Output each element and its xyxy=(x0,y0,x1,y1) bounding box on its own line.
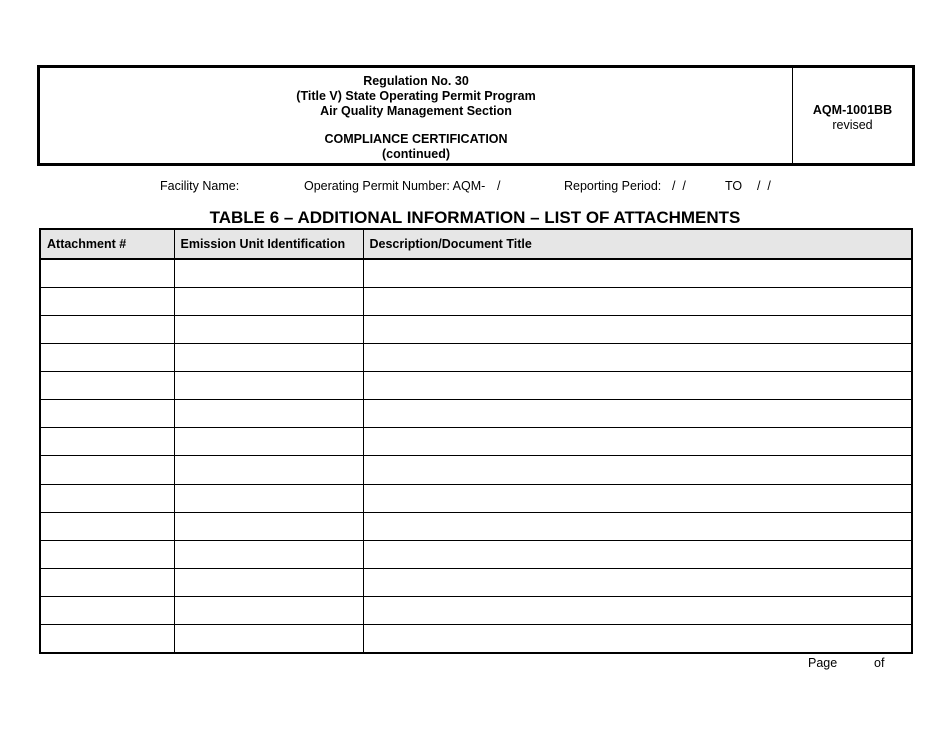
table-row xyxy=(40,540,912,568)
table-header-row xyxy=(40,229,912,259)
attachment-number-cell[interactable] xyxy=(40,288,174,316)
attachments-table xyxy=(39,228,913,654)
emission-unit-cell[interactable] xyxy=(174,259,363,288)
emission-unit-cell[interactable] xyxy=(174,484,363,512)
header-code-block xyxy=(793,68,912,163)
reporting-period-to-label: TO xyxy=(725,179,743,193)
emission-unit-cell[interactable] xyxy=(174,568,363,596)
emission-unit-cell[interactable] xyxy=(174,624,363,653)
table-row xyxy=(40,316,912,344)
table-row xyxy=(40,512,912,540)
form-header xyxy=(37,65,915,166)
attachment-number-cell[interactable] xyxy=(40,456,174,484)
attachment-number-cell[interactable] xyxy=(40,400,174,428)
permit-number-separator: / xyxy=(497,179,501,193)
emission-unit-cell[interactable] xyxy=(174,400,363,428)
form-subtitle: (continued) xyxy=(381,147,451,161)
table-row xyxy=(40,624,912,653)
permit-number-label: Operating Permit Number: AQM- xyxy=(304,179,486,193)
attachment-number-cell[interactable] xyxy=(40,540,174,568)
emission-unit-cell[interactable] xyxy=(174,596,363,624)
attachment-number-cell[interactable] xyxy=(40,512,174,540)
page-label: Page xyxy=(808,656,838,670)
table-title: TABLE 6 – ADDITIONAL INFORMATION – LIST OF ATTACHMENTS xyxy=(209,208,741,227)
section-title: Air Quality Management Section xyxy=(320,104,512,118)
emission-unit-cell[interactable] xyxy=(174,372,363,400)
description-cell[interactable] xyxy=(363,316,912,344)
facility-name-label: Facility Name: xyxy=(160,179,240,193)
table-row xyxy=(40,372,912,400)
description-cell[interactable] xyxy=(363,288,912,316)
table-row xyxy=(40,596,912,624)
attachment-number-cell[interactable] xyxy=(40,484,174,512)
attachment-number-cell[interactable] xyxy=(40,372,174,400)
table-row xyxy=(40,259,912,288)
reporting-period-from: / / xyxy=(672,179,686,193)
emission-unit-cell[interactable] xyxy=(174,344,363,372)
emission-unit-cell[interactable] xyxy=(174,512,363,540)
table-row xyxy=(40,428,912,456)
description-cell[interactable] xyxy=(363,428,912,456)
regulation-title: Regulation No. 30 xyxy=(363,74,469,88)
emission-unit-cell[interactable] xyxy=(174,428,363,456)
attachment-number-cell[interactable] xyxy=(40,259,174,288)
form-code: AQM-1001BB xyxy=(812,103,893,117)
table-row xyxy=(40,456,912,484)
page-of-label: of xyxy=(874,656,885,670)
table-row xyxy=(40,288,912,316)
emission-unit-cell[interactable] xyxy=(174,316,363,344)
table-row xyxy=(40,344,912,372)
attachment-number-cell[interactable] xyxy=(40,316,174,344)
description-cell[interactable] xyxy=(363,512,912,540)
description-cell[interactable] xyxy=(363,344,912,372)
table-row xyxy=(40,568,912,596)
reporting-period-to: / / xyxy=(757,179,771,193)
attachment-number-cell[interactable] xyxy=(40,428,174,456)
header-title-block xyxy=(40,68,793,163)
form-status: revised xyxy=(832,118,873,132)
description-cell[interactable] xyxy=(363,568,912,596)
attachment-number-cell[interactable] xyxy=(40,624,174,653)
reporting-period-label: Reporting Period: xyxy=(564,179,662,193)
attachment-number-cell[interactable] xyxy=(40,344,174,372)
table-body xyxy=(40,259,912,653)
description-cell[interactable] xyxy=(363,400,912,428)
column-header-emission-unit: Emission Unit Identification xyxy=(174,229,363,259)
description-cell[interactable] xyxy=(363,372,912,400)
table-row xyxy=(40,484,912,512)
program-title: (Title V) State Operating Permit Program xyxy=(296,89,536,103)
attachment-number-cell[interactable] xyxy=(40,596,174,624)
form-title: COMPLIANCE CERTIFICATION xyxy=(324,132,508,146)
description-cell[interactable] xyxy=(363,456,912,484)
column-header-description: Description/Document Title xyxy=(363,229,912,259)
description-cell[interactable] xyxy=(363,484,912,512)
description-cell[interactable] xyxy=(363,540,912,568)
description-cell[interactable] xyxy=(363,596,912,624)
emission-unit-cell[interactable] xyxy=(174,540,363,568)
description-cell[interactable] xyxy=(363,624,912,653)
emission-unit-cell[interactable] xyxy=(174,288,363,316)
emission-unit-cell[interactable] xyxy=(174,456,363,484)
table-row xyxy=(40,400,912,428)
column-header-attachment-number: Attachment # xyxy=(40,229,174,259)
attachment-number-cell[interactable] xyxy=(40,568,174,596)
description-cell[interactable] xyxy=(363,259,912,288)
